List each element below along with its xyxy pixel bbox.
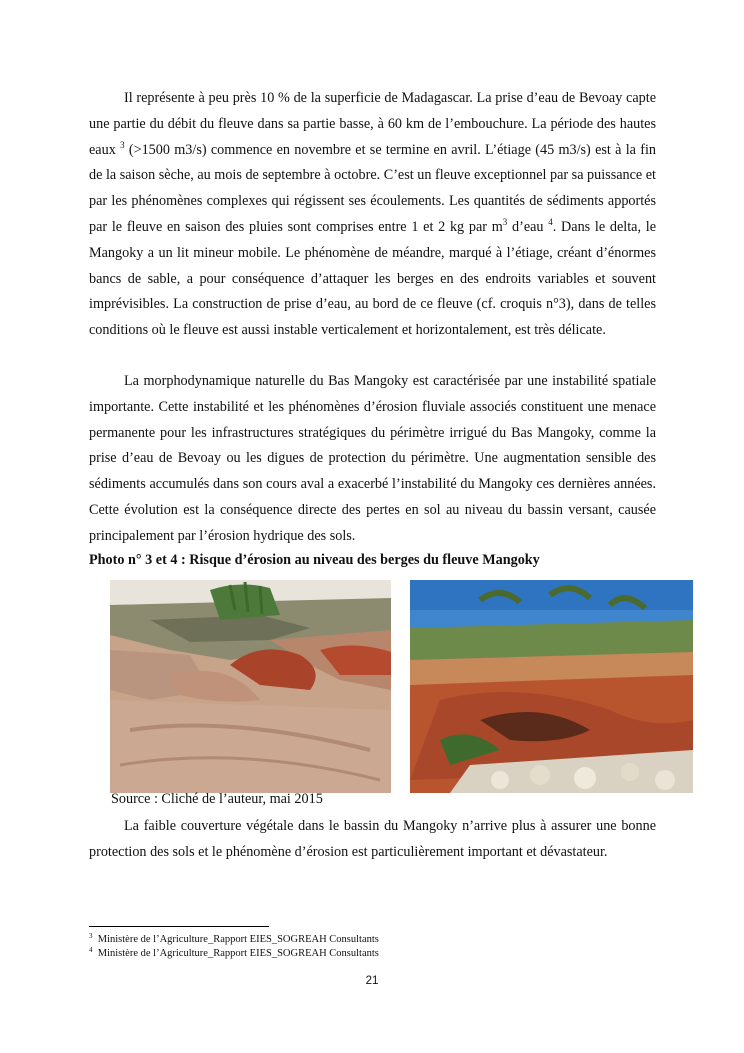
photo-source: Source : Cliché de l’auteur, mai 2015 (111, 791, 323, 807)
footnote-number: 4 (89, 946, 93, 954)
footnote-number: 3 (89, 932, 93, 940)
paragraph-3: La faible couverture végétale dans le bassin du Mangoky n’arrive plus à assurer une bonne protection des sols et le phénomène d’érosion est particulièrement important et dévastateur. (89, 818, 656, 860)
photo-caption: Photo n° 3 et 4 : Risque d’érosion au niveau des berges du fleuve Mangoky (89, 552, 540, 568)
footnote-text: Ministère de l’Agriculture_Rapport EIES_SOGREAH Consultants (97, 948, 379, 959)
page-number: 21 (365, 975, 379, 987)
photo-3-riverbank (110, 580, 391, 793)
footnote-ref-4[interactable]: 4 (548, 216, 553, 227)
paragraph-2: La morphodynamique naturelle du Bas Mangoky est caractérisée par une instabilité spatiale importante. Cette instabilité et les phénomènes d’érosion fluviale associés constituent une menace permanente pour les infrastructures stratégiques du périmètre irrigué du Bas Mangoky, comme la prise d’eau de Bevoay ou les digues de protection du périmètre. Une augmentation sensible des sédiments accumulés dans son cours aval a exacerbé l’instabilité du Mangoky ces dernières années. Cette évolution est la conséquence directe des pertes en sol au niveau du bassin versant, causée principalement par l’érosion hydrique des sols. (89, 373, 656, 544)
p1-text-a: Il représente à peu près 10 % de la superficie de Madagascar. La prise d’eau de Bevoay capte une partie du débit du fleuve dans sa partie basse, à 60 km de l’embouchure. La période des hautes eaux (89, 90, 656, 158)
p1-text-c: d’eau (507, 218, 549, 235)
p1-text-d: . Dans le delta, le Mangoky a un lit mineur mobile. Le phénomène de méandre, marqué à l’étiage, créant d’énormes bancs de sable, a pour conséquence d’attaquer les berges en des endroits variables et souvent imprévisibles. La construction de prise d’eau, au bord de ce fleuve (cf. croquis n°3), dans de telles conditions où le fleuve est aussi instable verticalement et horizontalement, est très délicate. (89, 218, 656, 339)
superscript-cubic: 3 (502, 216, 508, 227)
photo-4-eroded-slope (410, 580, 693, 793)
footnote-4 (89, 947, 379, 961)
p1-text-b: (>1500 m3/s) commence en novembre et se termine en avril. L’étiage (45 m3/s) est à la fin de la saison sèche, au mois de septembre à octobre. C’est un fleuve exceptionnel par sa puissance et par les phénomènes complexes qui régissent ses écoulements. Les quantités de sédiments apportés par le fleuve en saison des pluies sont comprises entre 1 et 2 kg par m (89, 141, 656, 235)
footnote-divider (89, 926, 269, 927)
paragraph-1 (89, 86, 656, 344)
footnote-ref-3[interactable]: 3 (120, 139, 125, 150)
footnote-3 (89, 933, 379, 947)
footnote-text: Ministère de l’Agriculture_Rapport EIES_SOGREAH Consultants (97, 934, 379, 945)
